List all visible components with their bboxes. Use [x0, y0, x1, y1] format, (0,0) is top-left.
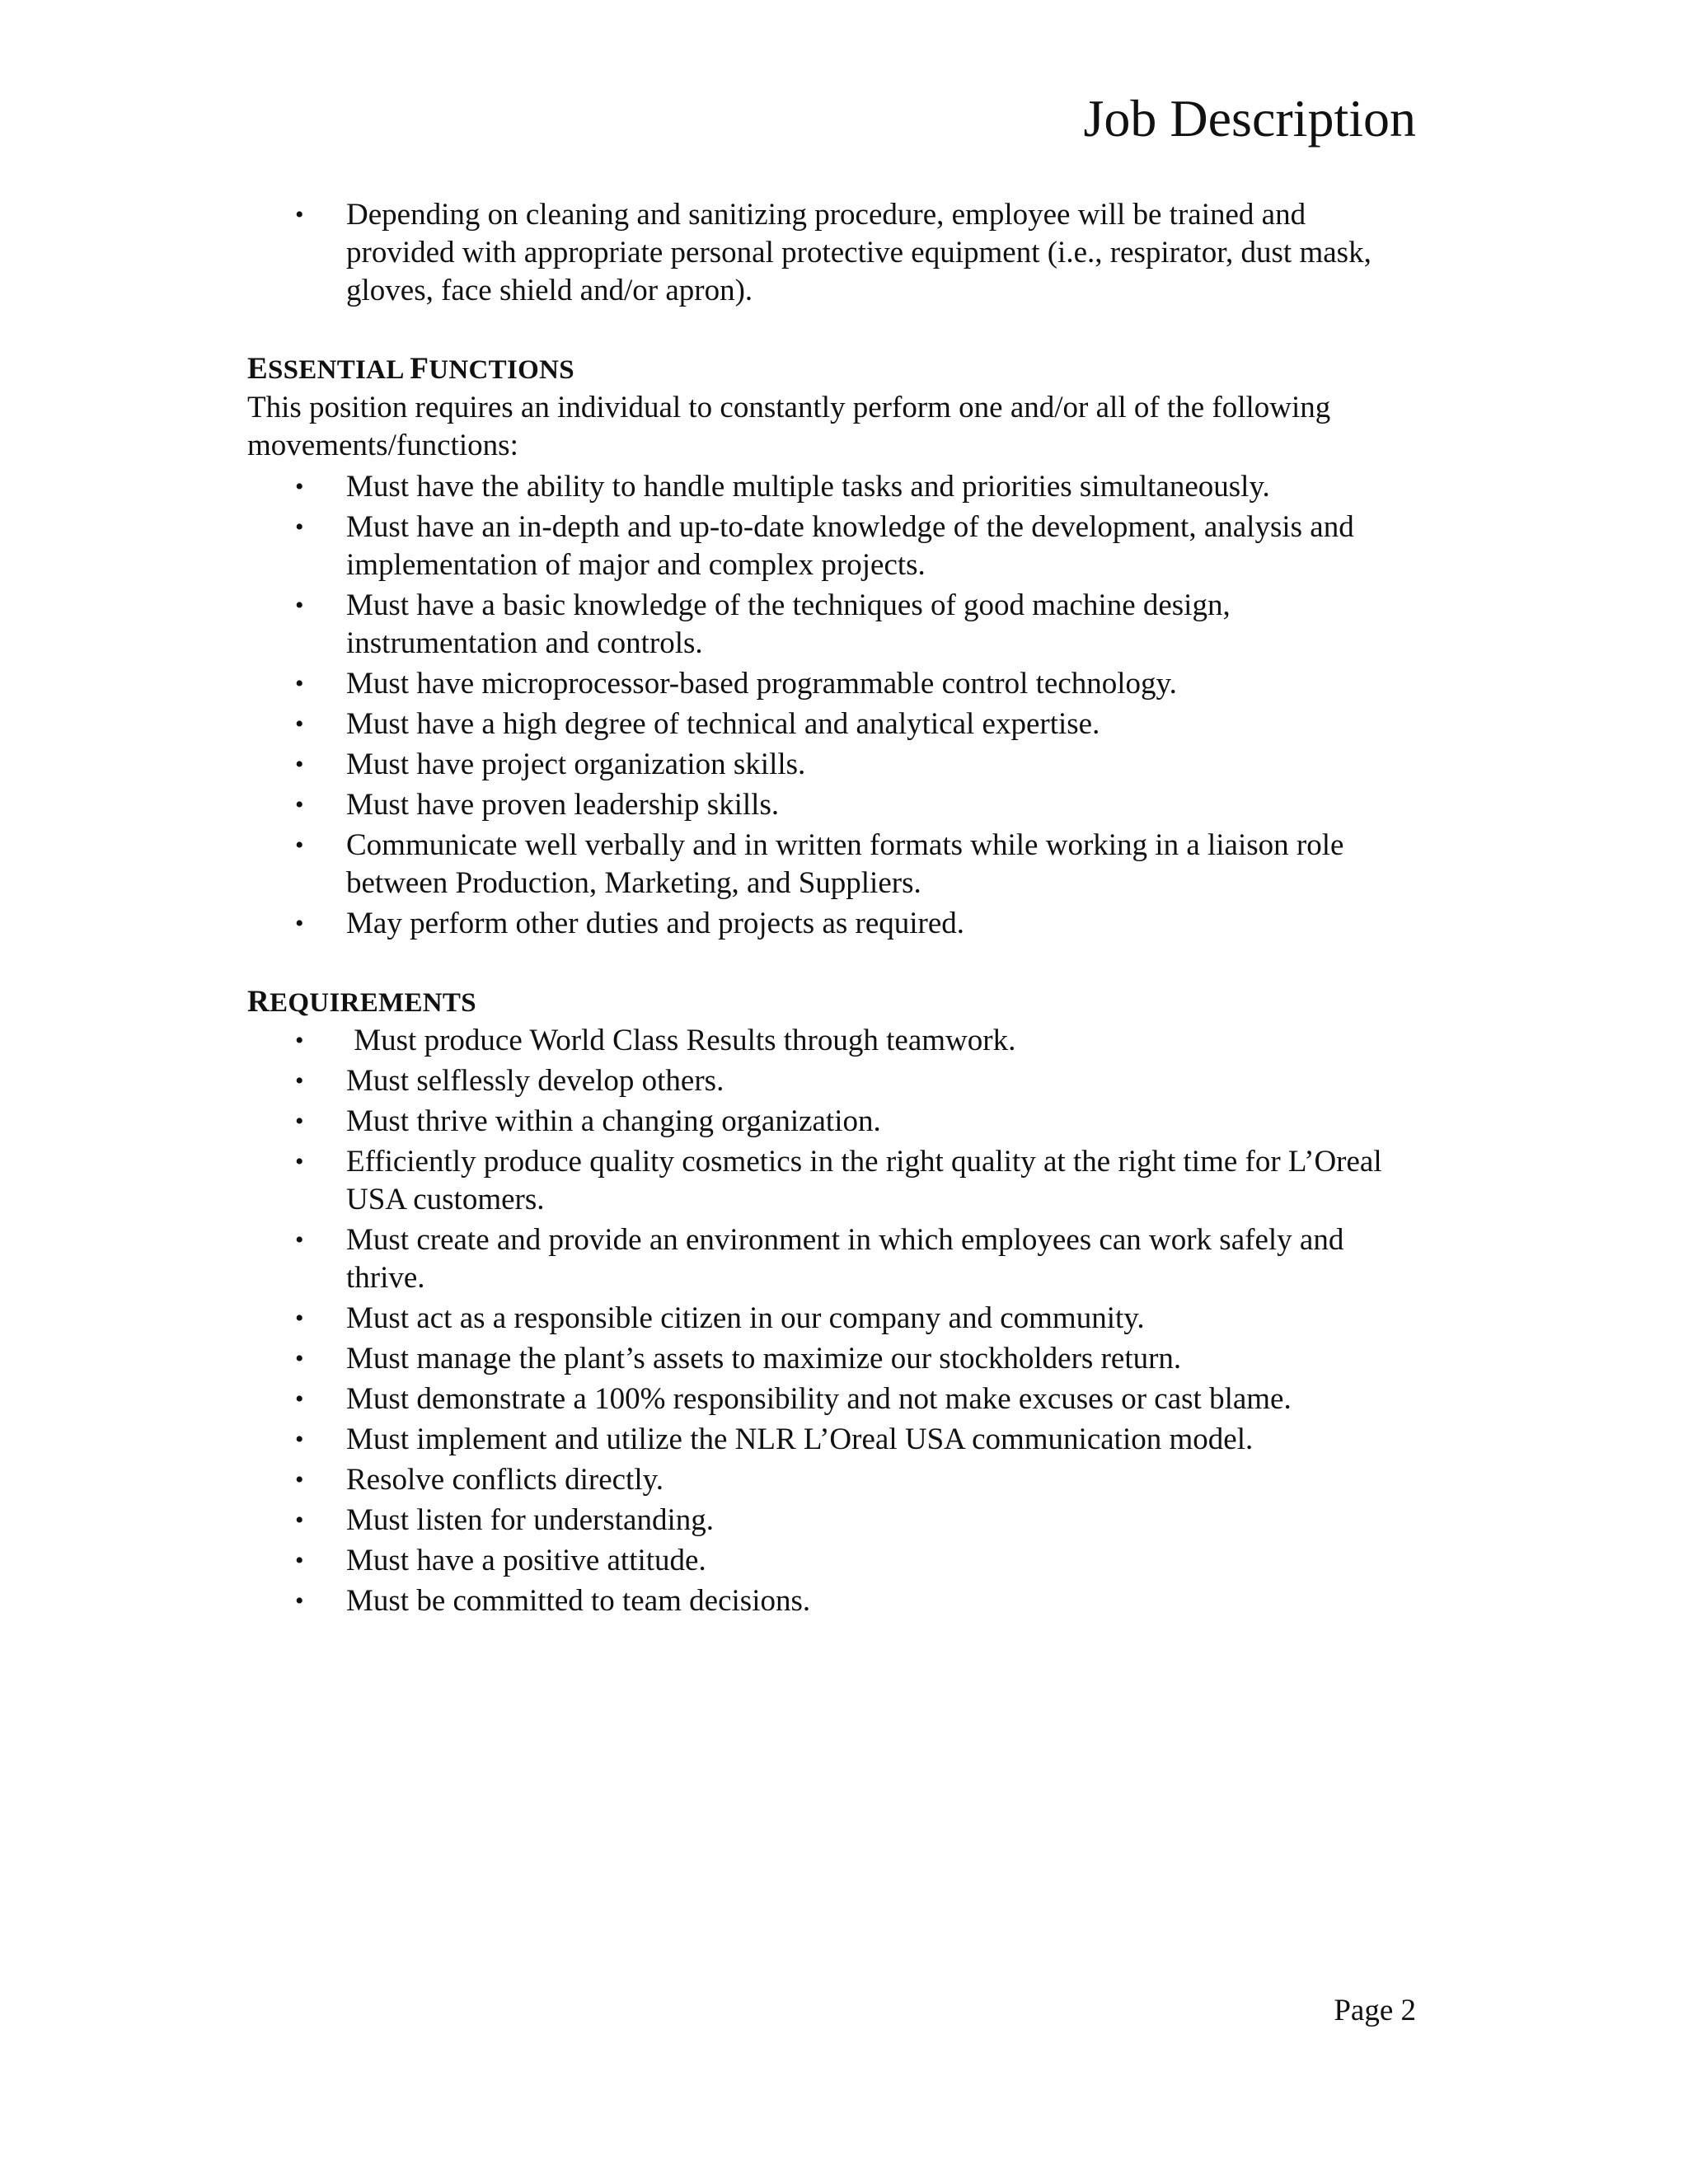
requirements-list	[247, 1022, 1418, 1620]
bullet-icon: •	[295, 1226, 304, 1254]
bullet-icon: •	[295, 592, 304, 619]
bullet-icon: •	[295, 832, 304, 859]
list-item	[247, 1022, 1418, 1060]
bullet-icon: •	[295, 1547, 304, 1574]
list-item-text: Must have an in-depth and up-to-date knowledge of the development, analysis and implementation of major and complex projects.	[346, 510, 1354, 582]
essential-functions-list	[247, 468, 1418, 943]
bullet-icon: •	[295, 1305, 304, 1332]
bullet-icon: •	[295, 1148, 304, 1175]
list-item-text: Must be committed to team decisions.	[346, 1584, 811, 1618]
list-item-text: Must have a positive attitude.	[346, 1544, 706, 1577]
list-item-text: Communicate well verbally and in written formats while working in a liaison role between Production, Marketing, and Suppliers.	[346, 828, 1344, 900]
list-item	[247, 509, 1418, 584]
bullet-icon: •	[295, 791, 304, 818]
list-item	[247, 196, 1418, 310]
list-item	[247, 786, 1418, 824]
list-item-text: Must implement and utilize the NLR L’Oreal USA communication model.	[346, 1422, 1254, 1456]
intro-bullet-list	[247, 196, 1418, 310]
list-item	[247, 1502, 1418, 1540]
list-item-text: Must act as a responsible citizen in our company and community.	[346, 1301, 1145, 1335]
bullet-icon: •	[295, 473, 304, 500]
document-body	[247, 196, 1418, 1623]
list-item-text: Must manage the plant’s assets to maximize our stockholders return.	[346, 1342, 1182, 1376]
bullet-icon: •	[295, 1108, 304, 1135]
list-item-text: Depending on cleaning and sanitizing procedure, employee will be trained and provided with appropriate personal protective equipment (i.e., respirator, dust mask, gloves, face shield and/or apron).	[346, 198, 1372, 307]
bullet-icon: •	[295, 751, 304, 778]
list-item-text: Must have a basic knowledge of the techniques of good machine design, instrumentation and controls.	[346, 588, 1231, 660]
bullet-icon: •	[295, 1507, 304, 1534]
page-number: Page 2	[1334, 1994, 1416, 2027]
bullet-icon: •	[295, 1426, 304, 1453]
list-item-text: Must selflessly develop others.	[346, 1064, 724, 1098]
essential-functions-intro: This position requires an individual to constantly perform one and/or all of the following movements/functions:	[247, 391, 1331, 462]
bullet-icon: •	[295, 513, 304, 541]
list-item	[247, 1300, 1418, 1338]
bullet-icon: •	[295, 1345, 304, 1372]
list-item	[247, 905, 1418, 943]
list-item-text: Must have a high degree of technical and analytical expertise.	[346, 707, 1100, 741]
list-item	[247, 1103, 1418, 1141]
bullet-icon: •	[295, 1067, 304, 1094]
list-item	[247, 1582, 1418, 1620]
list-item	[247, 587, 1418, 663]
list-item-text: Resolve conflicts directly.	[346, 1463, 663, 1497]
list-item-text: Efficiently produce quality cosmetics in the right quality at the right time for L’Oreal USA customers.	[346, 1145, 1382, 1216]
requirements-heading: REQUIREMENTS	[247, 985, 476, 1019]
bullet-icon: •	[295, 910, 304, 937]
list-item	[247, 1062, 1418, 1100]
list-item	[247, 665, 1418, 703]
list-item-text: Must have microprocessor-based programmable control technology.	[346, 667, 1177, 701]
list-item	[247, 827, 1418, 902]
page-title: Job Description	[1083, 89, 1416, 148]
list-item-text: May perform other duties and projects as required.	[346, 907, 965, 940]
list-item	[247, 1340, 1418, 1378]
bullet-icon: •	[295, 710, 304, 738]
list-item	[247, 468, 1418, 506]
list-item-text: Must create and provide an environment in which employees can work safely and thrive.	[346, 1223, 1344, 1295]
list-item-text: Must have proven leadership skills.	[346, 788, 780, 822]
essential-functions-heading: ESSENTIAL FUNCTIONS	[247, 352, 574, 386]
list-item	[247, 1221, 1418, 1297]
list-item-text: Must thrive within a changing organization.	[346, 1104, 881, 1138]
bullet-icon: •	[295, 1027, 304, 1054]
list-item-text: Must demonstrate a 100% responsibility and not make excuses or cast blame.	[346, 1382, 1292, 1416]
list-item	[247, 1542, 1418, 1580]
list-item-text: Must have project organization skills.	[346, 748, 806, 781]
bullet-icon: •	[295, 1385, 304, 1413]
list-item	[247, 746, 1418, 784]
list-item	[247, 1143, 1418, 1219]
list-item	[247, 1380, 1418, 1418]
list-item	[247, 1421, 1418, 1459]
bullet-icon: •	[295, 1587, 304, 1615]
bullet-icon: •	[295, 1466, 304, 1493]
list-item	[247, 705, 1418, 743]
list-item-text: Must listen for understanding.	[346, 1503, 715, 1537]
list-item-text: Must have the ability to handle multiple tasks and priorities simultaneously.	[346, 470, 1270, 504]
bullet-icon: •	[295, 670, 304, 697]
list-item-text: Must produce World Class Results through teamwork.	[346, 1024, 1016, 1057]
bullet-icon: •	[295, 201, 304, 228]
list-item	[247, 1461, 1418, 1499]
